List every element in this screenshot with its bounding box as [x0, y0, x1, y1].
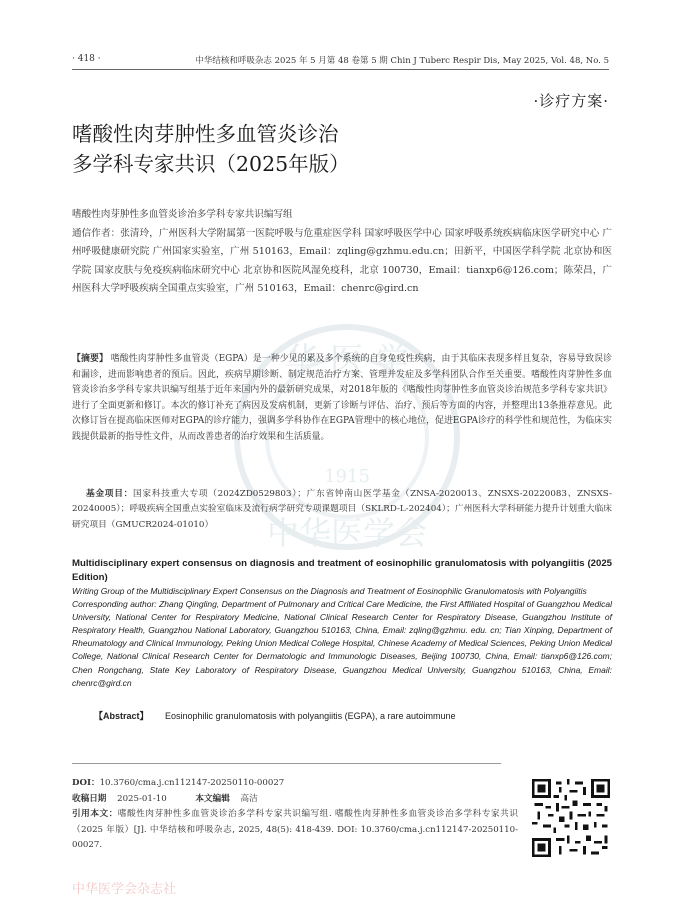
qr-code-icon[interactable] [532, 779, 610, 857]
received-line [72, 792, 518, 808]
seal-bottom-text: 中华医学会 [266, 514, 428, 552]
doi-line [72, 776, 518, 792]
english-corresponding-authors: Corresponding author: Zhang Qingling, Department of Pulmonary and Critical Care Medicine, the First Affiliated Hospital of Guangzhou Medical University, National Center for Respiratory Medicine, National Clinical Research Center for Respiratory Disease, Guangzhou Institute of Respiratory Health, Guangzhou National Laboratory, Guangzhou 510163, China, Email: zqling@gzhmu. edu. cn; Tian Xinping, Department of Rheumatology and Clinical Immunology, Peking Union Medical College Hospital, Chinese Academy of Medical Sciences, Peking Union Medical College, National Clinical Research Center for Dermatologic and Immunologic Diseases, Beijing 100730, China, Email: tianxp6@126.com; Chen Rongchang, State Key Laboratory of Respiratory Disease, Guangzhou Medical University, Guangzhou 510163, China, Email: chenrc@gird.cn [72, 599, 612, 688]
writing-group: 嗜酸性肉芽肿性多血管炎诊治多学科专家共识编写组 [72, 209, 293, 220]
citation-label: 引用本文： [72, 809, 118, 819]
received-label: 收稿日期 [72, 793, 107, 804]
english-abstract [72, 709, 612, 722]
article-metadata [72, 776, 518, 854]
seal-year: 1915 [324, 466, 370, 487]
article-title [72, 119, 350, 179]
citation-text: 嗜酸性肉芽肿性多血管炎诊治多学科专家共识编写组. 嗜酸性肉芽肿性多血管炎诊治多学科专家共识（2025 年版）[J]. 中华结核和呼吸杂志, 2025, 48(5): 418-439. DOI: 10.3760/cma.j.cn112147-20250110-00027. [72, 809, 518, 850]
doi-value: 10.3760/cma.j.cn112147-20250110-00027 [99, 778, 285, 788]
title-line-2: 多学科专家共识（2025年版） [72, 152, 350, 176]
abstract-text: 嗜酸性肉芽肿性多血管炎（EGPA）是一种少见的累及多个系统的自身免疫性疾病，由于其临床表现多样且复杂，容易导致误诊和漏诊，进而影响患者的预后。因此，疾病早期诊断、制定规范治疗方案、管理并发症及多学科团队合作至关重要。嗜酸性肉芽肿性多血管炎诊治多学科专家共识编写组基于近年来国内外的最新研究成果，对2018年版的《嗜酸性肉芽肿性多血管炎诊治规范多学科专家共识》进行了全面更新和修订。本次的修订补充了病因及发病机制，更新了诊断与评估、治疗、预后等方面的内容，并整理出13条推荐意见。此次修订旨在提高临床医师对EGPA的诊疗能力，强调多学科协作在EGPA管理中的核心地位，促进EGPA诊疗的科学性和规范性，为临床实践提供最新的指导性文件，从而改善患者的治疗效果和生活质量。 [72, 354, 613, 442]
editor-label: 本文编辑 [195, 793, 230, 804]
page-number: · 418 · [72, 54, 101, 64]
funding-text: 国家科技重大专项（2024ZD0529803）；广东省钟南山医学基金（ZNSA-2020013、ZNSXS-20220083、ZNSXS-20240005）；呼吸疾病全国重点实验室临床及流行病学研究专项课题项目（SKLRD-L-202404）；广州医科大学科研能力提升计划重大临床研究项目（GMUCR2024-01010） [72, 489, 613, 530]
english-title: Multidisciplinary expert consensus on diagnosis and treatment of eosinophilic granulomatosis with polyangiitis (2025 Edition) [72, 558, 612, 583]
editor-name: 高洁 [240, 793, 258, 804]
english-abstract-text: Eosinophilic granulomatosis with polyangiitis (EGPA), a rare autoimmune [165, 711, 456, 721]
corresponding-authors: 通信作者：张清玲，广州医科大学附属第一医院呼吸与危重症医学科 国家呼吸医学中心 国家呼吸系统疾病临床医学研究中心 广州呼吸健康研究院 广州国家实验室，广州 510163，Email：zqling@gzhmu.edu.cn；田新平，中国医学科学院 北京协和医学院 国家皮肤与免疫疾病临床研究中心 北京协和医院风湿免疫科，北京 100730，Email：tianxp6@126.com；陈荣昌，广州医科大学呼吸疾病全国重点实验室，广州 510163，Email：chenrc@gird.cn [72, 227, 612, 294]
english-front-matter [72, 557, 612, 690]
publisher-logo: 中华医学会杂志社 [72, 882, 177, 897]
received-date: 2025-01-10 [117, 793, 167, 804]
running-header [0, 54, 681, 72]
journal-citation-header: 中华结核和呼吸杂志 2025 年 5 月第 48 卷第 5 期 Chin J Tuberc Respir Dis, May 2025, Vol. 48, No. 5 [195, 56, 609, 66]
author-block [72, 206, 612, 299]
doi-label: DOI： [72, 778, 100, 788]
english-writing-group: Writing Group of the Multidisciplinary Expert Consensus on the Diagnosis and Treatment of Eosinophilic Granulomatosis with Polyangiitis [72, 586, 587, 596]
section-label: ·诊疗方案· [533, 92, 609, 110]
english-abstract-label: 【Abstract】 [94, 711, 149, 721]
funding-label: 基金项目： [86, 489, 134, 499]
title-line-1: 嗜酸性肉芽肿性多血管炎诊治 [72, 122, 339, 146]
footnote-rule [72, 763, 501, 764]
abstract-label: 【摘要】 [72, 354, 108, 364]
abstract-chinese [72, 352, 612, 446]
header-rule [72, 69, 609, 70]
citation-line [72, 807, 518, 854]
seal-top-text: 华 医 学 [285, 341, 409, 381]
funding-block [72, 487, 612, 533]
